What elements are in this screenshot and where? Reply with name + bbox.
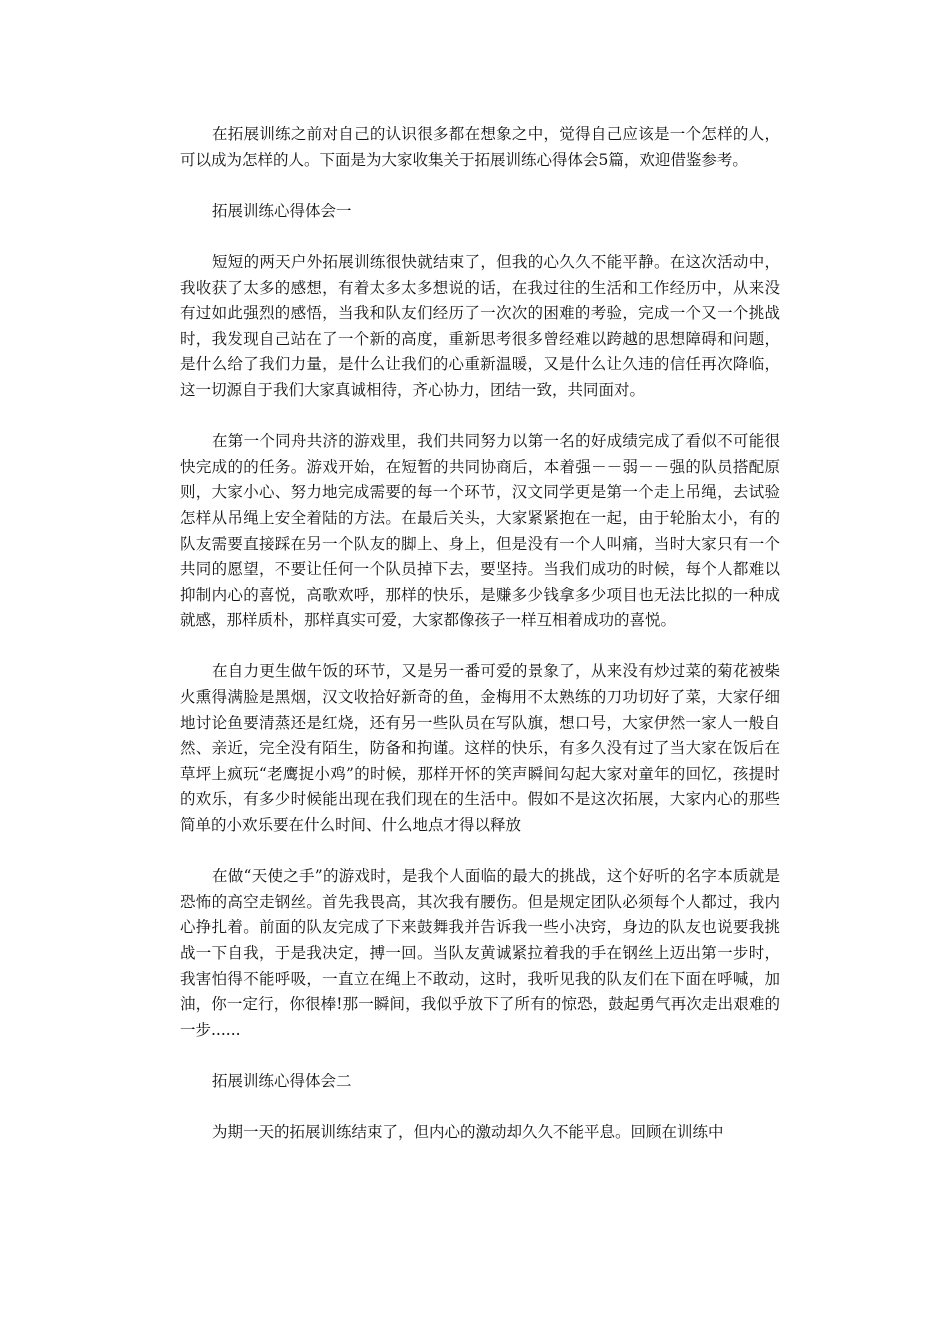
body-paragraph-1: 短短的两天户外拓展训练很快就结束了，但我的心久久不能平静。在这次活动中，我收获了太多的感想，有着太多太多想说的话，在我过往的生活和工作经历中，从来没有过如此强烈的感悟，当我和队友们经历了一次次的困难的考验，完成一个又一个挑战时，我发现自己站在了一个新的高度，重新思考很多曾经难以跨越的思想障碍和问题，是什么给了我们力量，是什么让我们的心重新温暖，又是什么让久违的信任再次降临，这一切源自于我们大家真诚相待，齐心协力，团结一致，共同面对。 (180, 252, 780, 399)
section-heading-1: 拓展训练心得体会一 (212, 201, 352, 220)
body-paragraph-4: 在做“天使之手”的游戏时，是我个人面临的最大的挑战，这个好听的名字本质就是恐怖的高空走钢丝。首先我畏高，其次我有腰伤。但是规定团队必须每个人都过，我内心挣扎着。前面的队友完成了下来鼓舞我并告诉我一些小决窍，身边的队友也说要我挑战一下自我，于是我决定，搏一回。当队友黄诚紧拉着我的手在钢丝上迈出第一步时，我害怕得不能呼吸，一直立在绳上不敢动，这时，我听见我的队友们在下面在呼喊，加油，你一定行，你很棒!那一瞬间，我似乎放下了所有的惊恐，鼓起勇气再次走出艰难的一步...... (180, 867, 780, 1039)
body-paragraph-5: 为期一天的拓展训练结束了，但内心的激动却久久不能平息。回顾在训练中 (212, 1123, 724, 1142)
document-body (180, 122, 780, 1171)
body-paragraph-2: 在第一个同舟共济的游戏里，我们共同努力以第一名的好成绩完成了看似不可能很快完成的的任务。游戏开始，在短暂的共同协商后，本着强－－弱－－强的队员搭配原则，大家小心、努力地完成需要的每一个环节，汉文同学更是第一个走上吊绳，去试验怎样从吊绳上安全着陆的方法。在最后关头，大家紧紧抱在一起，由于轮胎太小，有的队友需要直接踩在另一个队友的脚上、身上，但是没有一个人叫痛，当时大家只有一个共同的愿望，不要让任何一个队员掉下去，要坚持。当我们成功的时候，每个人都难以抑制内心的喜悦，高歌欢呼，那样的快乐，是赚多少钱拿多少项目也无法比拟的一种成就感，那样质朴，那样真实可爱，大家都像孩子一样互相着成功的喜悦。 (180, 432, 780, 630)
section-heading-2: 拓展训练心得体会二 (212, 1071, 352, 1090)
body-paragraph-3: 在自力更生做午饭的环节，又是另一番可爱的景象了，从来没有炒过菜的菊花被柴火熏得满脸是黑烟，汉文收拾好新奇的鱼，金梅用不太熟练的刀功切好了菜，大家仔细地讨论鱼要清蒸还是红烧，还有另一些队员在写队旗，想口号，大家伊然一家人一般自然、亲近，完全没有陌生，防备和拘谨。这样的快乐，有多久没有过了当大家在饭后在草坪上疯玩“老鹰捉小鸡”的时候，那样开怀的笑声瞬间勾起大家对童年的回忆，孩提时的欢乐，有多少时候能出现在我们现在的生活中。假如不是这次拓展，大家内心的那些简单的小欢乐要在什么时间、什么地点才得以释放 (180, 662, 780, 835)
intro-paragraph: 在拓展训练之前对自己的认识很多都在想象之中，觉得自己应该是一个怎样的人，可以成为怎样的人。下面是为大家收集关于拓展训练心得体会5篇，欢迎借鉴参考。 (180, 125, 780, 169)
